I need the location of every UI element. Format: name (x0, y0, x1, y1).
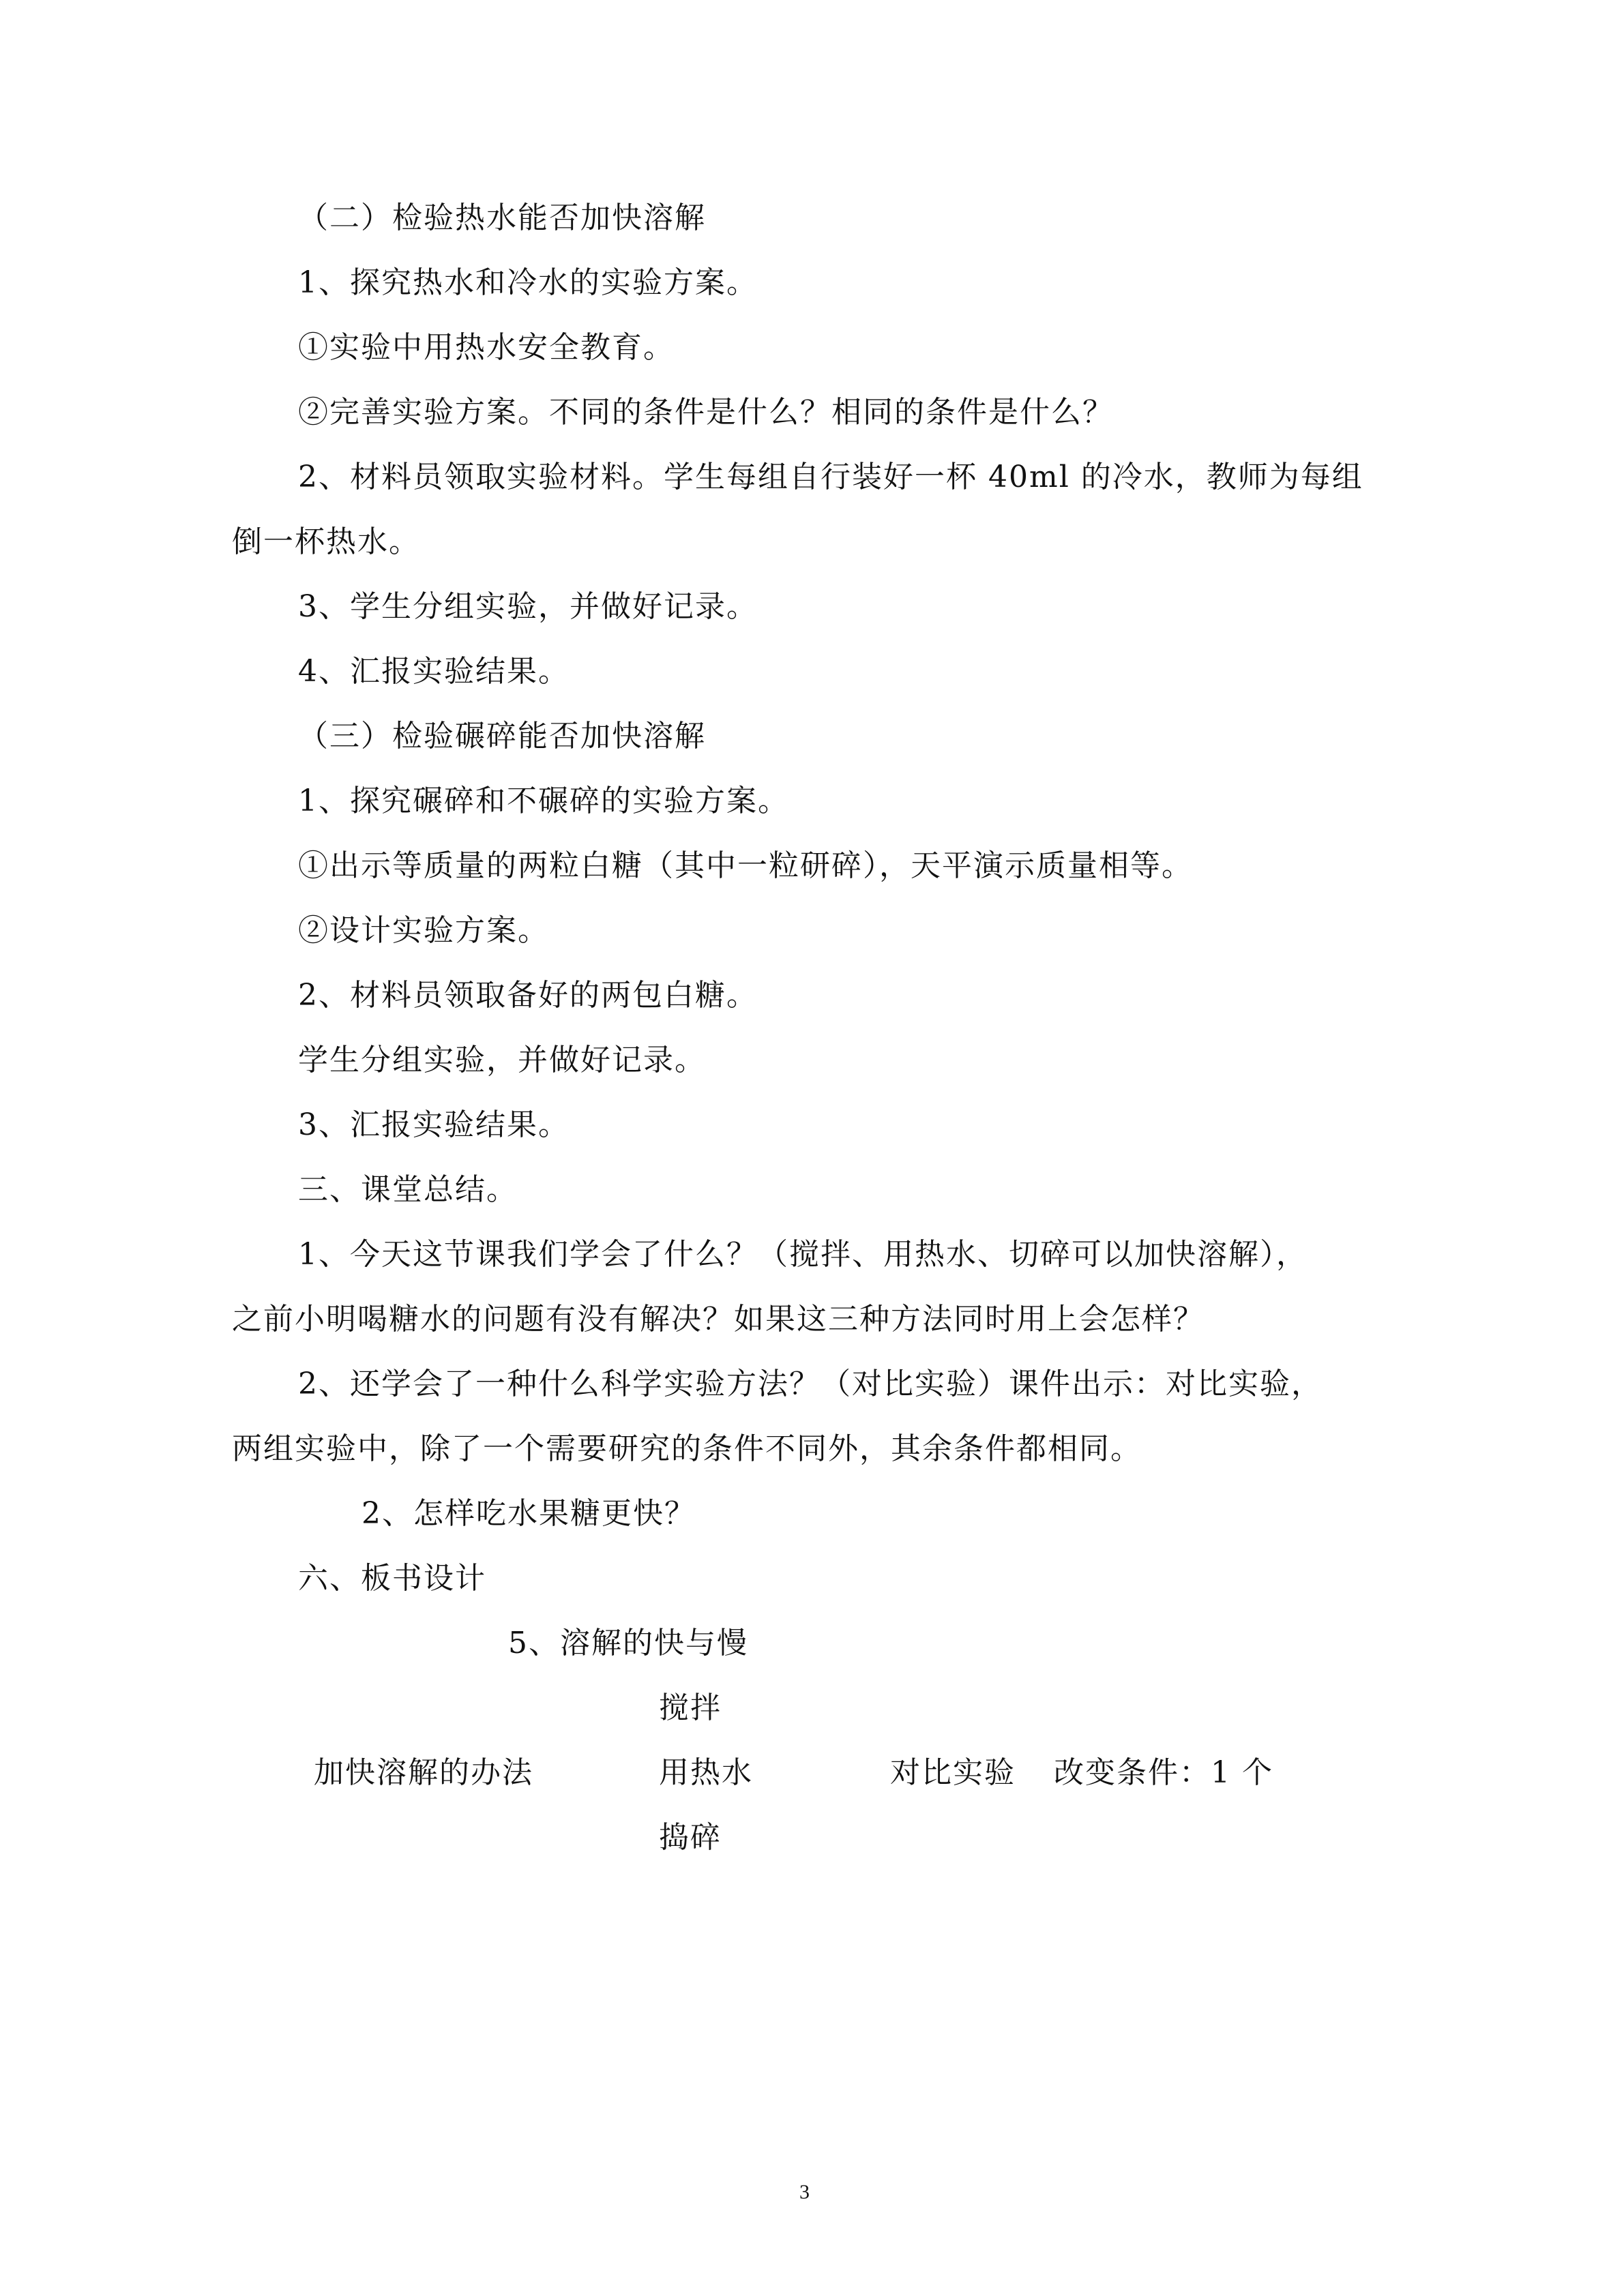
section-heading-board: 六、板书设计 (298, 1561, 486, 1596)
list-item: 3、学生分组实验，并做好记录。 (298, 589, 758, 624)
paragraph-line: 2、材料员领取实验材料。学生每组自行装好一杯 40ml 的冷水，教师为每组 (298, 460, 1363, 494)
list-item: 3、汇报实验结果。 (298, 1107, 570, 1142)
paragraph-line: 两组实验中，除了一个需要研究的条件不同外，其余条件都相同。 (232, 1431, 1142, 1466)
list-item: ①实验中用热水安全教育。 (298, 330, 675, 365)
paragraph-line: 2、还学会了一种什么科学实验方法？（对比实验）课件出示：对比实验， (298, 1367, 1323, 1401)
page-number: 3 (799, 2181, 810, 2203)
board-method: 用热水 (659, 1755, 753, 1790)
list-item: 1、探究碾碎和不碾碎的实验方案。 (298, 784, 789, 818)
board-condition: 改变条件：1 个 (1054, 1755, 1273, 1790)
list-item: ①出示等质量的两粒白糖（其中一粒研碎），天平演示质量相等。 (298, 848, 1193, 883)
board-method: 捣碎 (659, 1820, 722, 1855)
list-item: 学生分组实验，并做好记录。 (298, 1043, 706, 1077)
paragraph-line: 倒一杯热水。 (232, 524, 420, 559)
section-heading-crushing: （三）检验碾碎能否加快溶解 (298, 719, 706, 754)
board-right-label: 对比实验 (890, 1755, 1016, 1790)
list-item: 4、汇报实验结果。 (298, 654, 570, 689)
list-item: 2、材料员领取备好的两包白糖。 (298, 978, 758, 1013)
section-heading-hot-water: （二）检验热水能否加快溶解 (298, 200, 706, 235)
board-title: 5、溶解的快与慢 (508, 1626, 748, 1660)
board-left-label: 加快溶解的办法 (314, 1755, 533, 1790)
paragraph-line: 之前小明喝糖水的问题有没有解决？如果这三种方法同时用上会怎样？ (232, 1302, 1205, 1337)
board-method: 搅拌 (659, 1690, 722, 1725)
paragraph-line: 1、今天这节课我们学会了什么？（搅拌、用热水、切碎可以加快溶解）， (298, 1237, 1308, 1272)
list-item: ②完善实验方案。不同的条件是什么？相同的条件是什么？ (298, 395, 1114, 430)
list-item: 2、怎样吃水果糖更快？ (361, 1496, 696, 1531)
list-item: ②设计实验方案。 (298, 913, 549, 948)
section-heading-summary: 三、课堂总结。 (298, 1172, 518, 1207)
list-item: 1、探究热水和冷水的实验方案。 (298, 265, 758, 300)
